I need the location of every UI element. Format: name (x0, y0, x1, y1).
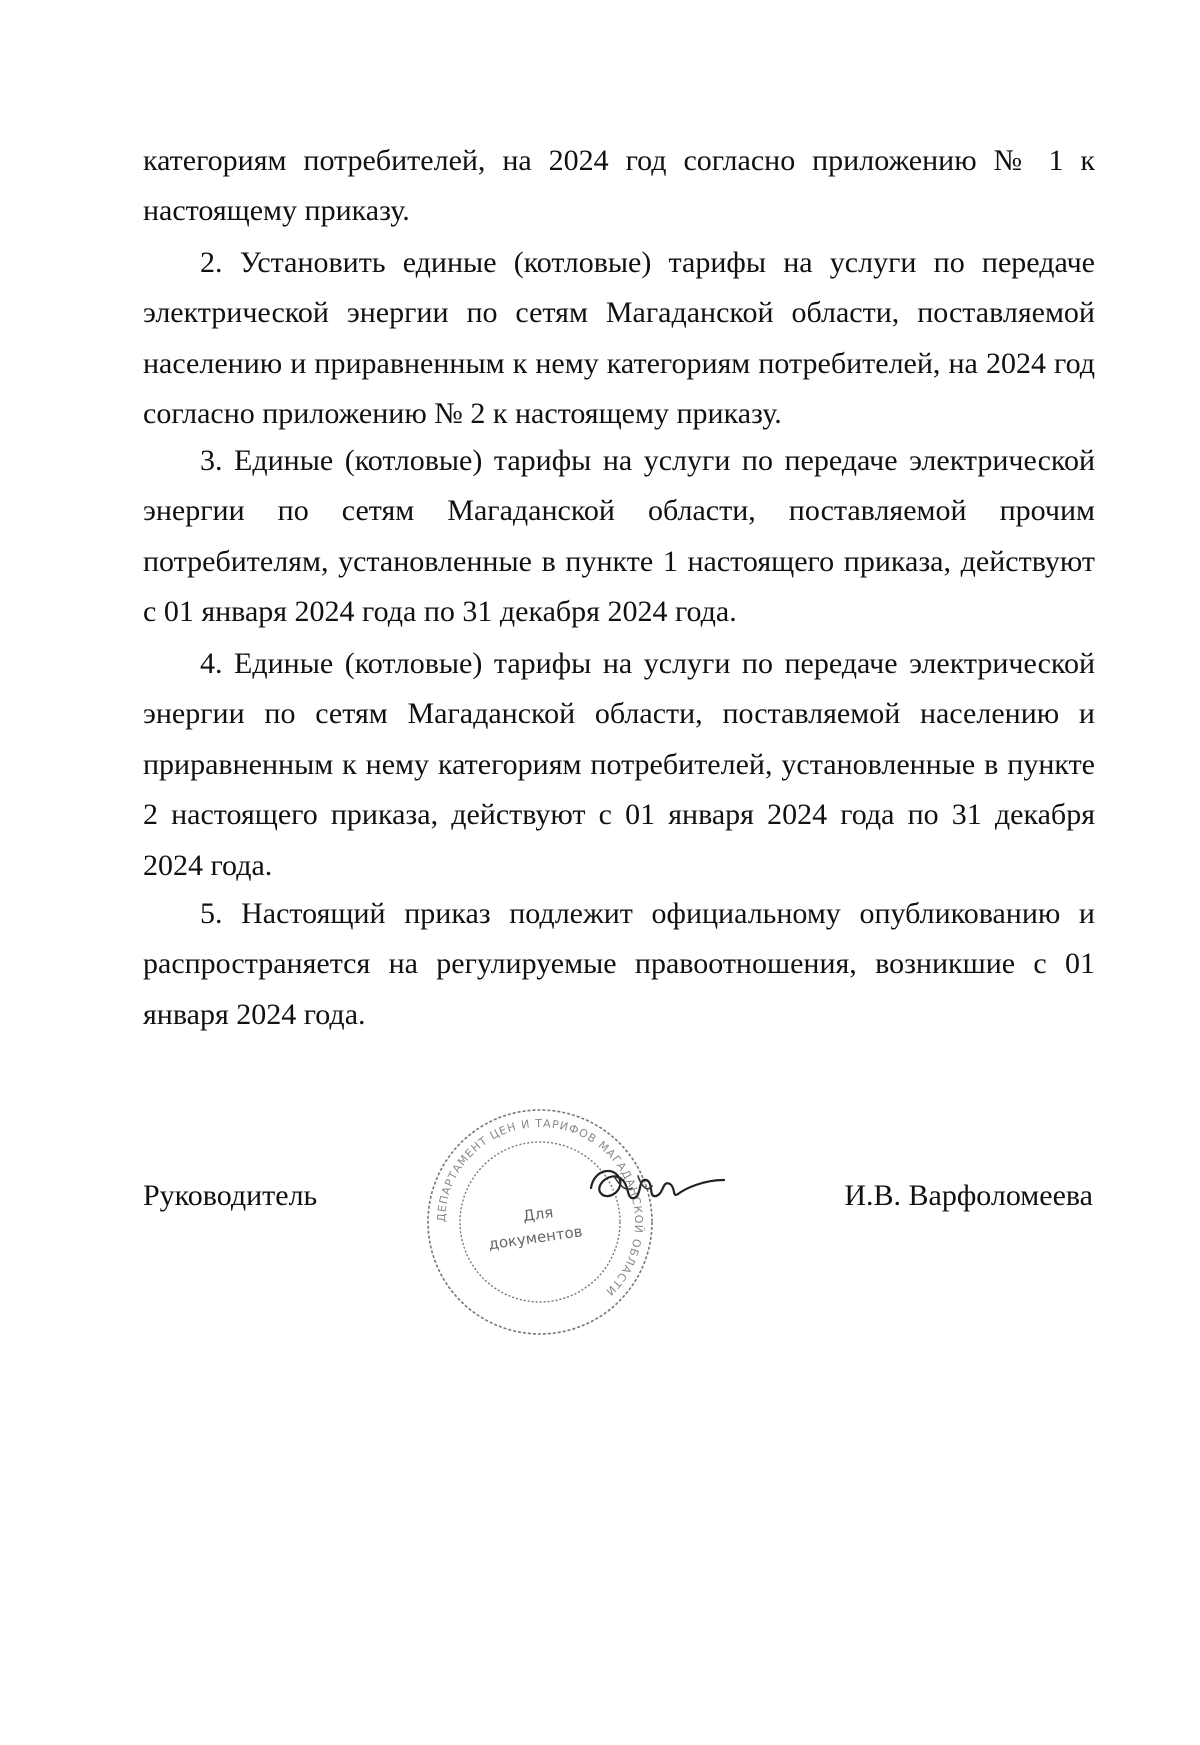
paragraph-item-2: 2. Установить единые (котловые) тарифы на услуги по передаче электрической энергии по сетям Магаданской области, поставляемой населению и приравненным к нему категориям потребителей, на 2024 год согласно приложению № 2 к настоящему приказу. (143, 246, 1095, 431)
paragraph-item-5: 5. Настоящий приказ подлежит официальному опубликованию и распространяется на регулируемые правоотношения, возникшие с 01 января 2024 года. (143, 897, 1095, 1031)
paragraph-item-3: 3. Единые (котловые) тарифы на услуги по передаче электрической энергии по сетям Магаданской области, поставляемой прочим потребителям, установленные в пункте 1 настоящего приказа, действуют с 01 января 2024 года по 31 декабря 2024 года. (143, 444, 1095, 629)
handwritten-signature (586, 1158, 726, 1218)
signer-position-title: Руководитель (143, 1179, 318, 1212)
paragraph-item-4: 4. Единые (котловые) тарифы на услуги по передаче электрической энергии по сетям Магаданской области, поставляемой населению и приравненным к нему категориям потребителей, установленные в пункте 2 настоящего приказа, действуют с 01 января 2024 года по 31 декабря 2024 года. (143, 647, 1095, 882)
paragraph-continuation: категориям потребителей, на 2024 год согласно приложению № 1 к настоящему приказу. (143, 144, 1095, 228)
stamp-ring-text: ДЕПАРТАМЕНТ ЦЕН И ТАРИФОВ МАГАДАНСКОЙ ОБЛАСТИ (434, 1116, 646, 1299)
stamp-center-line1: Для (521, 1203, 555, 1226)
stamp-center-line2: документов (487, 1222, 584, 1254)
official-stamp (420, 1102, 660, 1342)
signer-name: И.В. Варфоломеева (844, 1179, 1093, 1212)
